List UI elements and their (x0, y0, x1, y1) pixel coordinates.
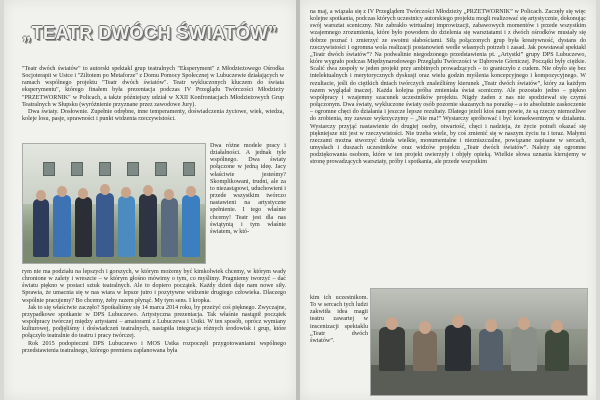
paragraph: Dwa światy. Dosłownie. Zupełnie odrębne, inne temperamenty, doświadczenia życiowe, wiek, wiedza, koleje losu, pasje, sprawności i punkt widzenia rzeczywistości. (22, 108, 284, 123)
window (43, 162, 55, 176)
paragraph: Jak to się właściwie zaczęło? Spotkaliśmy się 14 marca 2014 roku, by przeżyć coś pięknego. Zwyczajne, przypadkowe spotkanie w DPS Lubuczewo. Artystyczna prezentacja. Tak właśnie nastąpił początek współpracy twórczej między artystami – amatorami z Lubuczewa i Ustki. W ten sposób, oprócz wymiany kulturowej, podjęliśmy i doświadczeń teatralnych, nastąpiła integracja różnych środowisk i grup, które połączyło teatralnie do teatru i pracy twórczej. (22, 304, 286, 340)
right-text-side (310, 295, 368, 345)
right-text-top (310, 9, 586, 166)
person (53, 195, 71, 257)
building-background (23, 144, 206, 204)
person-head (143, 185, 153, 196)
person (182, 195, 200, 257)
seated-person (511, 327, 537, 371)
seated-person (479, 329, 503, 371)
person (96, 193, 114, 257)
paragraph: kim ich uczestnikom. To w sercach tych ludzi zakwitła idea magii teatru zawartej w inscenizacji spektaklu „Teatr dwóch światów”. (310, 295, 368, 344)
paragraph: na maj, a wiązała się z IV Przeglądem Twórczości Młodzieży „PRZETWORNIK” w Policach. Zaczęły się więc kolejne spotkania, podczas których uczestnicy autorskiego projektu mogli realizować się artystycznie, dokonując swój warsztat sceniczny. Nie zabrakło wirtualnej improwizacji, zabawowych momentów i przede wszystkim wzajemnego zrozumienia, które było powodem do dzielenia się warsztatami i z dwóch ośrodków musiały się dobrze poznać i zmierzyć ze swoimi słabościami. Siłą połączonych grup była kreatywność, dystans do rzeczywistości i ogromna wola realizacji postanowień wedle własnych potrzeb i zasad. Jak powstawał spektakl „Teatr dwóch światów”? Na podwalinie niegodzonego przedstawienia pt. „Artystki” grupy DPS Lubuczewo, które wygrało podczas Międzynarodowego Przeglądu Twórczości w Dąbrowie Górniczej. Początki były ciężkie. Scalić dwa zespoły w jeden projekt przy ambitnych prowadzących – to graniczyło z cudem. Nie obyło się bez intelektualnych i merytorycznych dyskusji oraz wielu godzin myślenia koncepcyjnego i kompozycyjnego. W rezultacie, jeśli do ciężkich dniach twórczych znaleźliśmy kierunek „Teatr dwóch światów”, który za każdym razem wyglądał inaczej. Każda kolejna próba zmieniała świat sceniczny. Ale pozostało jedno – piękno współpracy i wzajemny szacunek uczestników projektu. Nigdy żaden z nas nie spodziewał się czymś połączonym. Dwa światy, wykluczone światy osób pozornie skazanych na porażkę – a to absolutnie zaskoczenie – ogromne chęci do działania i jeszcze lepsze rezultaty. Dlatego jeżeli ktoś nam powie, że są rzeczy niemożliwe do zrobienia, my zawsze wykrzyczymy – „Nie ma!” Wystarczy spróbować i być konsekwentnym w działaniu. Wystarczy przyjąć nastawienie do drugiej osoby, otwartość, chęci i nadzieja, że życie potrafi okazać się piękniejsze niż jest w rzeczywistości. Nie trzeba wiele, by coś zmienić się w naszym życiu tu i teraz. Małymi rzeczami można stworzyć dzieła wielkie, monumentalne i niezniszczalne, powiązane zapisane w sercach, umysłach i duszach uczestników oraz widzów projektu „Teatr dwóch światów”. Należy się ogromne podziękowania osobom, które w ten projekt uwierzyły i objęły opieką. Wielkie słowa uznania kierujemy w stronę prowadzących warsztaty, próby i spotkania, ale przede wszystkim (310, 9, 586, 166)
person-head (78, 188, 88, 199)
window (71, 162, 83, 176)
person-head (551, 320, 563, 333)
person (161, 198, 178, 257)
person-head (485, 319, 497, 332)
person-head (518, 317, 530, 330)
person-head (121, 187, 131, 198)
right-page (300, 0, 596, 400)
person (139, 194, 157, 257)
seated-person (545, 330, 569, 371)
person-head (57, 186, 67, 197)
person-head (386, 317, 398, 330)
group-photo (22, 143, 206, 264)
seated-person (445, 325, 471, 371)
seated-person (413, 331, 437, 371)
paragraph: rym nie ma podziału na lepszych i gorszych, w którym możemy być kimkolwiek chcemy, w którym wady chronione w zalety i wreszcie – w którym głośno mówimy o tym, co myślimy. Pragniemy tworzyć – dać światu piękno w postaci sztuk teatralnych. Ale to dopiero początek. Każdy dzień daje nam nowe siły. Sprawia, że umacnia się w nas wiara w lepsze jutro i pozytywne widzenie drugiego człowieka. Dlaczego wspólnie pracujemy? Bo chcemy, żeby razem płynąć. My tym sens. I kropka. (22, 269, 286, 304)
person-head (100, 184, 110, 195)
article-title: „TEATR DWÓCH ŚWIATÓW” (22, 22, 278, 43)
person-head (164, 189, 174, 200)
paragraph: Dwa różne modele pracy i działalności. A jednak tyle wspólnego. Dwa światy połączone w jedną ideę. Jacy właściwie jesteśmy? Skomplikowani, trudni, ale za to niezastąpowi, uduchowieni i przede wszystkim twórczo nastawieni na artystyczne spełnienie. I tego właśnie chcemy! Teatr jest dla nas świątynią i tym właśnie światem, w któ- (210, 143, 286, 235)
person (118, 196, 135, 257)
seated-person (379, 327, 405, 371)
left-page (4, 0, 296, 400)
lawn (23, 245, 206, 263)
window (127, 162, 139, 176)
window (99, 162, 111, 176)
person-head (36, 190, 46, 201)
window (155, 162, 167, 176)
left-text-side (210, 143, 286, 236)
person (75, 197, 92, 257)
window (183, 162, 195, 176)
person-head (186, 186, 196, 197)
person-head (419, 321, 431, 334)
audience-photo (370, 288, 588, 396)
left-text-top (22, 66, 284, 123)
left-text-bottom (22, 269, 286, 355)
person (33, 199, 49, 257)
person-head (452, 315, 464, 328)
paragraph: Rok 2015 podopieczni DPS Lubuczewo i MOS Ustka rozpoczęli przygotowaniami wspólnego przedstawienia teatralnego, którego premiera zaplanowana była (22, 340, 286, 354)
paragraph: "Teatr dwóch światów" to autorski spektakl grup teatralnych "Eksperyment" z Młodzieżowego Ośrodka Socjoterapii w Ustce i "Ziltotem po Metaforze" z Domu Pomocy Społecznej w Lubuczewie działających w ramach wspólnego projektu "Teatr dwóch światów". Teatr wykluczonych kluczem do świata eksperymentu", którego finałem była prezentacja podczas IV Przeglądu Twórczości Młodzieży "PRZETWORNIK" w Policach, a także późniejszy udział w XXII Konfrontacjach Młodzieżowych Grup Teatralnych w Słupsku (wyróżnienie przyznane przez zawodowe Jury). (22, 66, 284, 108)
